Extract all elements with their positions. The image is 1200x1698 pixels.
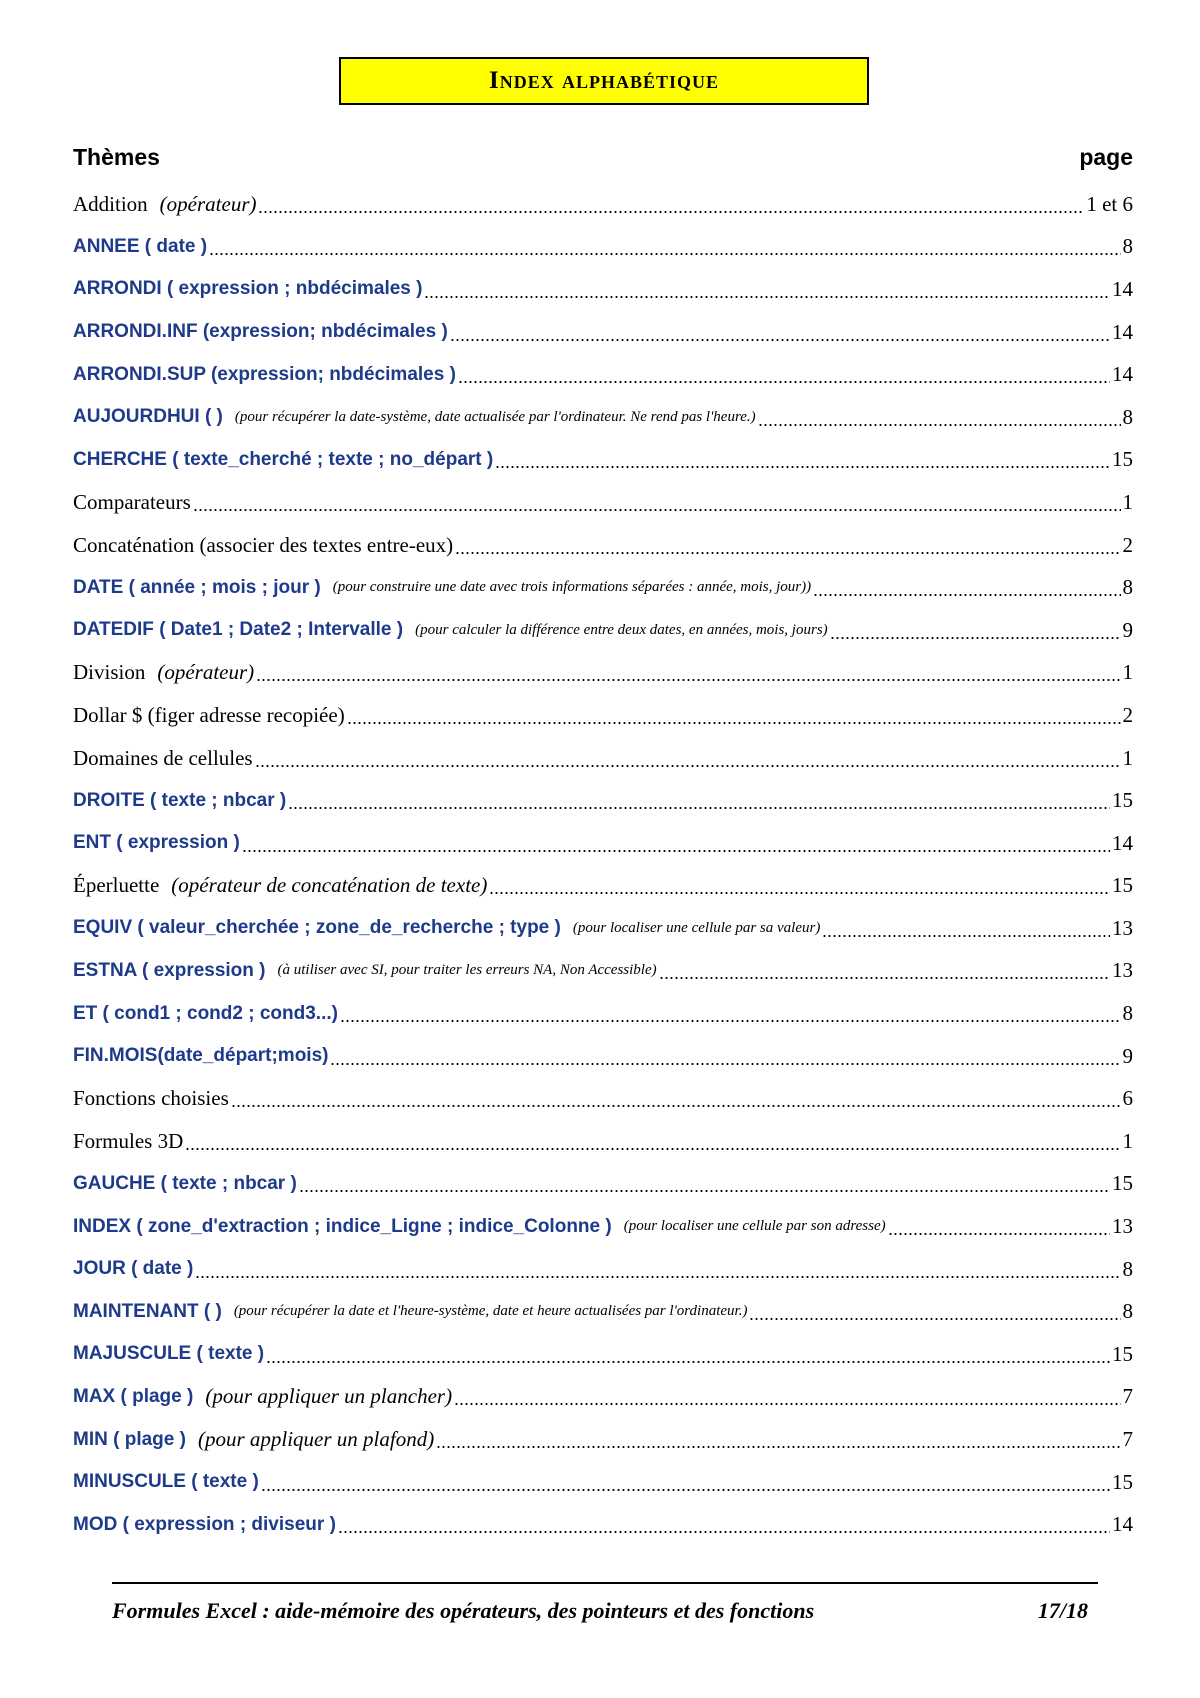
entry-label: MOD ( expression ; diviseur ) (73, 1513, 336, 1535)
entry-note: (pour calculer la différence entre deux dates, en années, mois, jours) (415, 621, 828, 638)
dot-leader (193, 492, 1121, 513)
entry-note: (opérateur) (159, 191, 257, 216)
dot-leader (185, 1131, 1120, 1152)
entry-label: ARRONDI ( expression ; nbdécimales ) (73, 278, 423, 300)
entry-page-number: 9 (1122, 1043, 1133, 1068)
entry-label: ARRONDI.INF (expression; nbdécimales ) (73, 321, 448, 343)
entry-page-number: 14 (1112, 319, 1133, 344)
entry-label: DROITE ( texte ; nbcar ) (73, 789, 287, 811)
index-entry (73, 1333, 1133, 1376)
dot-leader (489, 875, 1110, 896)
entry-label: MAJUSCULE ( texte ) (73, 1343, 265, 1365)
page-footer (112, 1598, 1098, 1624)
entry-label: MAX ( plage ) (73, 1385, 194, 1407)
dot-leader (195, 1259, 1120, 1280)
entry-label: DATEDIF ( Date1 ; Date2 ; Intervalle ) (73, 619, 404, 641)
dot-leader (424, 279, 1110, 300)
index-list (73, 183, 1133, 1546)
dot-leader (231, 1088, 1121, 1109)
entry-page-number: 7 (1122, 1384, 1133, 1409)
dot-leader (340, 1003, 1121, 1024)
entry-note: (pour récupérer la date-système, date actualisée par l'ordinateur. Ne rend pas l'heure.) (234, 408, 756, 425)
entry-note: (pour localiser une cellule par sa valeur) (572, 919, 821, 936)
index-entry (73, 1248, 1133, 1291)
page-title: Index alphabétique (339, 57, 869, 105)
entry-label: ENT ( expression ) (73, 832, 240, 854)
entry-page-number: 1 (1122, 660, 1133, 685)
index-entry (73, 822, 1133, 865)
entry-label: INDEX ( zone_d'extraction ; indice_Ligne ; indice_Colonne ) (73, 1215, 612, 1237)
entry-label: MINUSCULE ( texte ) (73, 1471, 259, 1493)
index-entry (73, 268, 1133, 311)
entry-page-number: 9 (1122, 617, 1133, 642)
entry-page-number: 8 (1122, 1299, 1133, 1324)
entry-page-number: 15 (1112, 1469, 1133, 1494)
index-entry (73, 737, 1133, 780)
entry-label: Division (73, 660, 146, 685)
entry-note: (à utiliser avec SI, pour traiter les erreurs NA, Non Accessible) (277, 962, 657, 979)
entry-label: GAUCHE ( texte ; nbcar ) (73, 1172, 297, 1194)
entry-page-number: 15 (1112, 1341, 1133, 1366)
index-entry (73, 183, 1133, 226)
entry-label: Addition (73, 191, 148, 216)
index-entry (73, 566, 1133, 609)
footer-text: Formules Excel : aide-mémoire des opérateurs, des pointeurs et des fonctions (112, 1598, 815, 1623)
index-entry (73, 226, 1133, 269)
entry-page-number: 1 et 6 (1086, 191, 1133, 216)
index-entry (73, 1077, 1133, 1120)
dot-leader (659, 960, 1110, 981)
entry-note: (opérateur) (157, 660, 255, 685)
dot-leader (299, 1173, 1110, 1194)
dot-leader (450, 322, 1110, 343)
entry-page-number: 8 (1122, 1001, 1133, 1026)
index-entry (73, 694, 1133, 737)
index-entry (73, 1461, 1133, 1504)
dot-leader (338, 1514, 1110, 1535)
index-entry (73, 396, 1133, 439)
entry-page-number: 8 (1122, 575, 1133, 600)
index-entry (73, 1376, 1133, 1419)
entry-label: EQUIV ( valeur_cherchée ; zone_de_recherche ; type ) (73, 917, 561, 939)
dot-leader (813, 577, 1120, 598)
entry-page-number: 1 (1122, 1128, 1133, 1153)
index-entry (73, 311, 1133, 354)
entry-page-number: 2 (1122, 702, 1133, 727)
entry-label: Dollar $ (figer adresse recopiée) (73, 702, 345, 727)
entry-page-number: 15 (1112, 1171, 1133, 1196)
entry-note: (opérateur de concaténation de texte) (171, 873, 488, 898)
dot-leader (261, 1472, 1110, 1493)
dot-leader (288, 790, 1110, 811)
index-entry (73, 1120, 1133, 1163)
dot-leader (822, 918, 1110, 939)
footer-page-number: 17/18 (1037, 1598, 1088, 1623)
entry-note: (pour construire une date avec trois informations séparées : année, mois, jour)) (332, 579, 812, 596)
footer-divider (112, 1582, 1098, 1584)
entry-page-number: 8 (1122, 404, 1133, 429)
dot-leader (258, 194, 1084, 215)
entry-label: ARRONDI.SUP (expression; nbdécimales ) (73, 363, 456, 385)
index-entry (73, 1503, 1133, 1546)
index-entry (73, 609, 1133, 652)
entry-page-number: 1 (1122, 489, 1133, 514)
entry-label: Domaines de cellules (73, 745, 253, 770)
dot-leader (255, 748, 1121, 769)
entry-page-number: 14 (1112, 830, 1133, 855)
entry-label: ET ( cond1 ; cond2 ; cond3...) (73, 1002, 338, 1024)
index-entry (73, 907, 1133, 950)
entry-label: FIN.MOIS(date_départ;mois) (73, 1045, 329, 1067)
dot-leader (455, 535, 1120, 556)
dot-leader (758, 407, 1121, 428)
index-entry (73, 1418, 1133, 1461)
entry-note: (pour appliquer un plafond) (197, 1427, 435, 1452)
entry-label: Formules 3D (73, 1128, 184, 1153)
dot-leader (330, 1046, 1120, 1067)
entry-page-number: 14 (1112, 1512, 1133, 1537)
dot-leader (347, 705, 1121, 726)
entry-label: MAINTENANT ( ) (73, 1300, 222, 1322)
entry-page-number: 7 (1122, 1427, 1133, 1452)
dot-leader (436, 1429, 1120, 1450)
entry-note: (pour appliquer un plancher) (205, 1384, 453, 1409)
index-entry (73, 1035, 1133, 1078)
header-themes: Thèmes (73, 143, 160, 170)
entry-label: Éperluette (73, 873, 160, 898)
index-entry (73, 481, 1133, 524)
index-entry (73, 1290, 1133, 1333)
entry-page-number: 14 (1112, 362, 1133, 387)
entry-label: JOUR ( date ) (73, 1258, 194, 1280)
entry-page-number: 13 (1112, 1214, 1133, 1239)
entry-page-number: 2 (1122, 532, 1133, 557)
index-entry (73, 865, 1133, 908)
entry-page-number: 15 (1112, 873, 1133, 898)
entry-label: ESTNA ( expression ) (73, 959, 266, 981)
dot-leader (830, 620, 1121, 641)
dot-leader (266, 1344, 1110, 1365)
dot-leader (495, 449, 1110, 470)
dot-leader (256, 662, 1120, 683)
index-entry (73, 950, 1133, 993)
dot-leader (209, 236, 1120, 257)
entry-page-number: 15 (1112, 788, 1133, 813)
dot-leader (458, 364, 1110, 385)
index-entry (73, 1205, 1133, 1248)
entry-page-number: 13 (1112, 958, 1133, 983)
entry-page-number: 14 (1112, 276, 1133, 301)
entry-label: CHERCHE ( texte_cherché ; texte ; no_départ ) (73, 448, 494, 470)
header-page: page (1079, 143, 1133, 170)
entry-label: AUJOURDHUI ( ) (73, 406, 223, 428)
dot-leader (454, 1386, 1120, 1407)
entry-page-number: 15 (1112, 447, 1133, 472)
entry-page-number: 8 (1122, 234, 1133, 259)
entry-note: (pour récupérer la date et l'heure-système, date et heure actualisées par l'ordinateur.) (233, 1303, 748, 1320)
entry-label: ANNEE ( date ) (73, 235, 208, 257)
index-entry (73, 779, 1133, 822)
entry-page-number: 6 (1122, 1086, 1133, 1111)
entry-note: (pour localiser une cellule par son adresse) (623, 1218, 886, 1235)
entry-page-number: 13 (1112, 915, 1133, 940)
entry-label: MIN ( plage ) (73, 1428, 186, 1450)
entry-label: Comparateurs (73, 489, 191, 514)
index-entry (73, 524, 1133, 567)
entry-page-number: 8 (1122, 1256, 1133, 1281)
dot-leader (888, 1216, 1110, 1237)
entry-label: DATE ( année ; mois ; jour ) (73, 576, 321, 598)
index-entry (73, 353, 1133, 396)
index-entry (73, 652, 1133, 695)
entry-label: Concaténation (associer des textes entre-eux) (73, 532, 454, 557)
dot-leader (242, 833, 1110, 854)
index-header (73, 142, 1133, 172)
index-entry (73, 992, 1133, 1035)
entry-label: Fonctions choisies (73, 1086, 229, 1111)
index-entry (73, 439, 1133, 482)
index-entry (73, 1163, 1133, 1206)
entry-page-number: 1 (1122, 745, 1133, 770)
dot-leader (749, 1301, 1120, 1322)
